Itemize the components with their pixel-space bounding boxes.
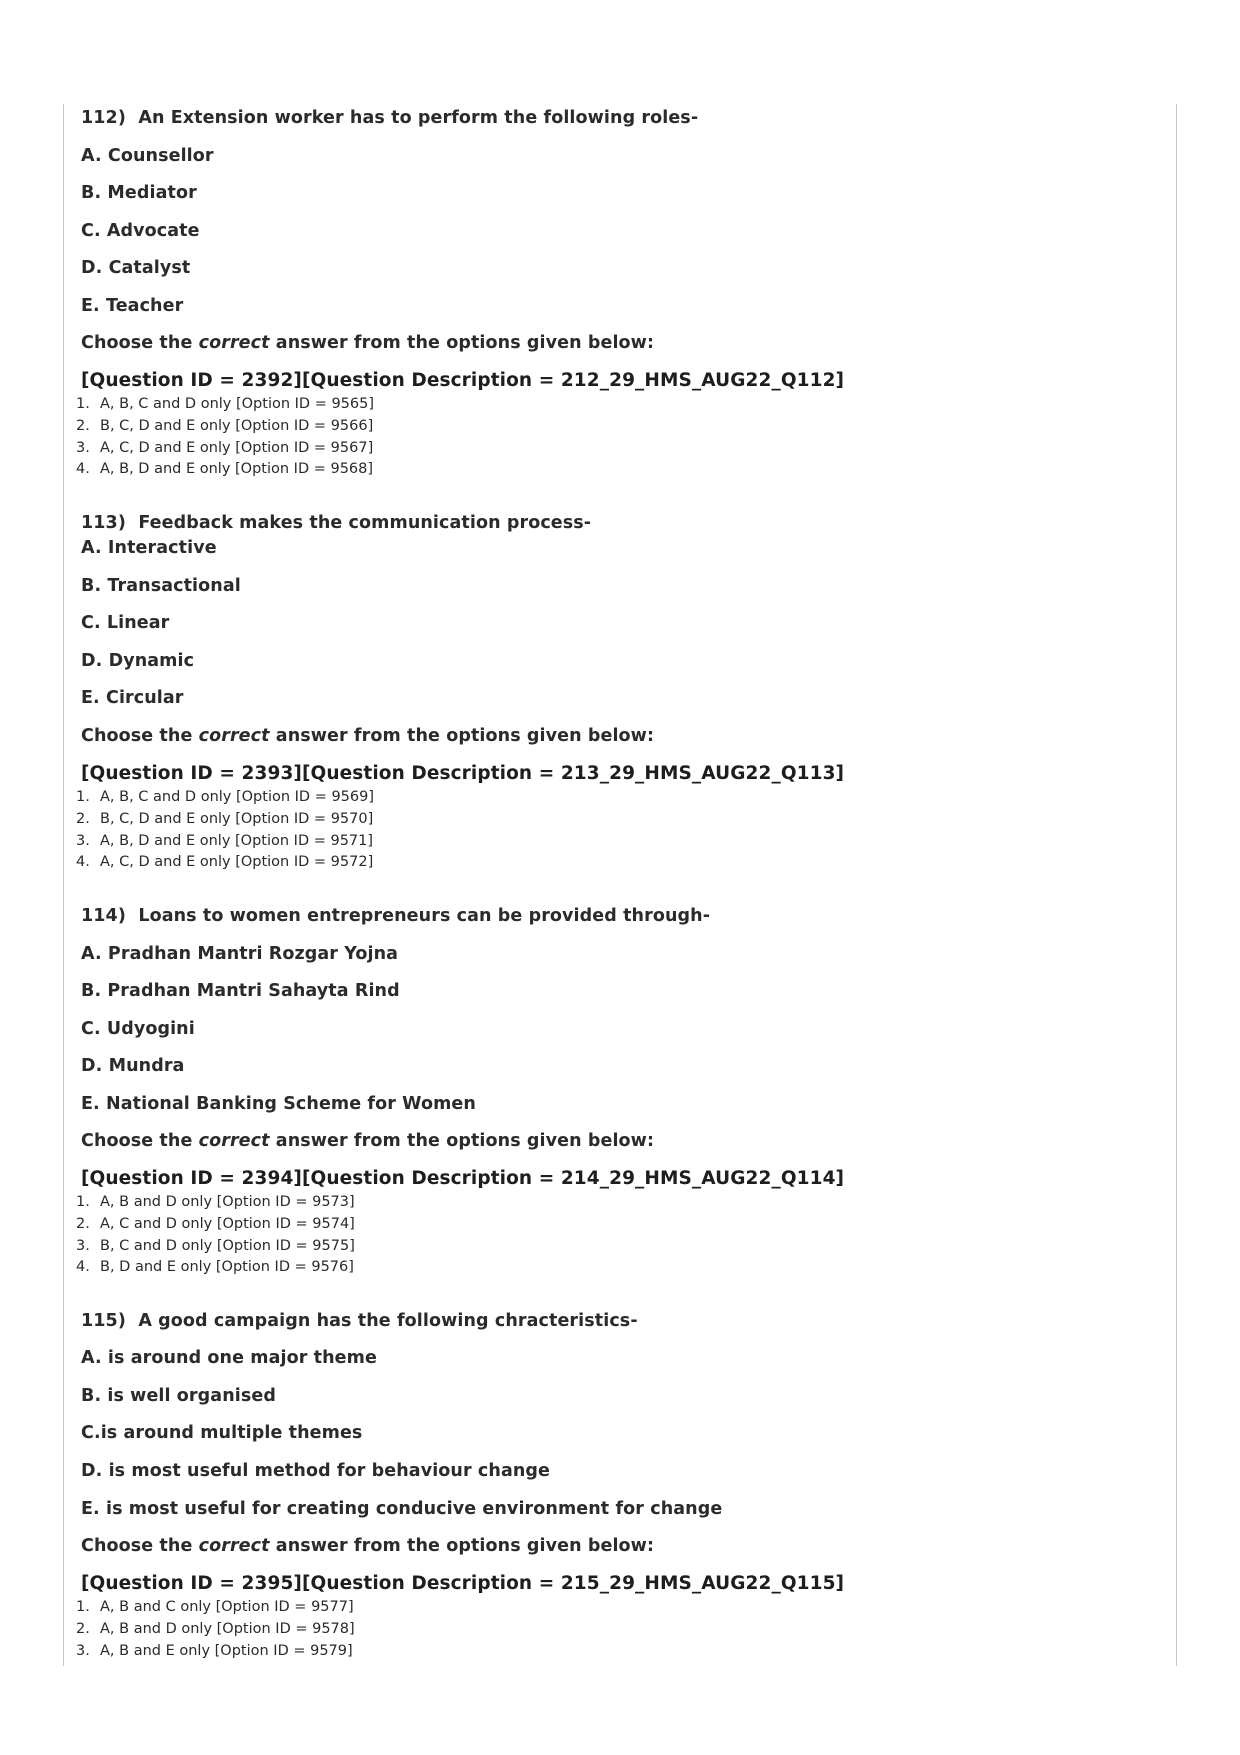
- question-stem: 115) A good campaign has the following chracteristics-: [81, 1311, 638, 1331]
- question-meta: [Question ID = 2394][Question Description = 214_29_HMS_AUG22_Q114]: [81, 1168, 845, 1189]
- choose-instruction: Choose the correct answer from the options given below:: [81, 726, 655, 746]
- statement-item: A. Pradhan Mantri Rozgar Yojna: [81, 944, 399, 964]
- statement-item: E. Circular: [81, 688, 184, 708]
- answer-option: 3. B, C and D only [Option ID = 9575]: [76, 1238, 355, 1254]
- answer-option: 3. A, B and E only [Option ID = 9579]: [76, 1643, 353, 1659]
- statement-item: B. is well organised: [81, 1386, 276, 1406]
- choose-instruction: Choose the correct answer from the options given below:: [81, 333, 655, 353]
- statement-item: D. Mundra: [81, 1056, 185, 1076]
- question-stem: 114) Loans to women entrepreneurs can be provided through-: [81, 906, 711, 926]
- statement-item: E. Teacher: [81, 296, 184, 316]
- answer-option: 1. A, B and D only [Option ID = 9573]: [76, 1194, 355, 1210]
- answer-option: 2. B, C, D and E only [Option ID = 9570]: [76, 811, 374, 827]
- statement-item: E. National Banking Scheme for Women: [81, 1094, 476, 1114]
- statement-item: A. is around one major theme: [81, 1348, 377, 1368]
- question-meta: [Question ID = 2393][Question Description = 213_29_HMS_AUG22_Q113]: [81, 763, 845, 784]
- question-meta: [Question ID = 2395][Question Description = 215_29_HMS_AUG22_Q115]: [81, 1573, 845, 1594]
- choose-instruction: Choose the correct answer from the options given below:: [81, 1536, 655, 1556]
- statement-item: C. Linear: [81, 613, 170, 633]
- statement-item: C. Udyogini: [81, 1019, 195, 1039]
- answer-option: 2. A, B and D only [Option ID = 9578]: [76, 1621, 355, 1637]
- question-meta: [Question ID = 2392][Question Description = 212_29_HMS_AUG22_Q112]: [81, 370, 845, 391]
- choose-instruction: Choose the correct answer from the options given below:: [81, 1131, 655, 1151]
- statement-item: B. Transactional: [81, 576, 241, 596]
- answer-option: 4. A, C, D and E only [Option ID = 9572]: [76, 854, 374, 870]
- answer-option: 2. B, C, D and E only [Option ID = 9566]: [76, 418, 374, 434]
- answer-option: 1. A, B, C and D only [Option ID = 9569]: [76, 789, 375, 805]
- statement-item: B. Pradhan Mantri Sahayta Rind: [81, 981, 400, 1001]
- statement-item: C. Advocate: [81, 221, 200, 241]
- statement-item: E. is most useful for creating conducive environment for change: [81, 1499, 723, 1519]
- statement-item: B. Mediator: [81, 183, 197, 203]
- answer-option: 3. A, C, D and E only [Option ID = 9567]: [76, 440, 374, 456]
- answer-option: 1. A, B and C only [Option ID = 9577]: [76, 1599, 354, 1615]
- answer-option: 4. A, B, D and E only [Option ID = 9568]: [76, 461, 374, 477]
- statement-item: D. Dynamic: [81, 651, 195, 671]
- statement-item: D. is most useful method for behaviour change: [81, 1461, 551, 1481]
- statement-item: C.is around multiple themes: [81, 1423, 363, 1443]
- answer-option: 2. A, C and D only [Option ID = 9574]: [76, 1216, 355, 1232]
- question-stem: 113) Feedback makes the communication process-: [81, 513, 592, 533]
- answer-option: 1. A, B, C and D only [Option ID = 9565]: [76, 396, 375, 412]
- answer-option: 4. B, D and E only [Option ID = 9576]: [76, 1259, 354, 1275]
- answer-option: 3. A, B, D and E only [Option ID = 9571]: [76, 833, 374, 849]
- question-stem: 112) An Extension worker has to perform the following roles-: [81, 108, 699, 128]
- statement-item: A. Interactive: [81, 538, 217, 558]
- statement-item: A. Counsellor: [81, 146, 214, 166]
- statement-item: D. Catalyst: [81, 258, 191, 278]
